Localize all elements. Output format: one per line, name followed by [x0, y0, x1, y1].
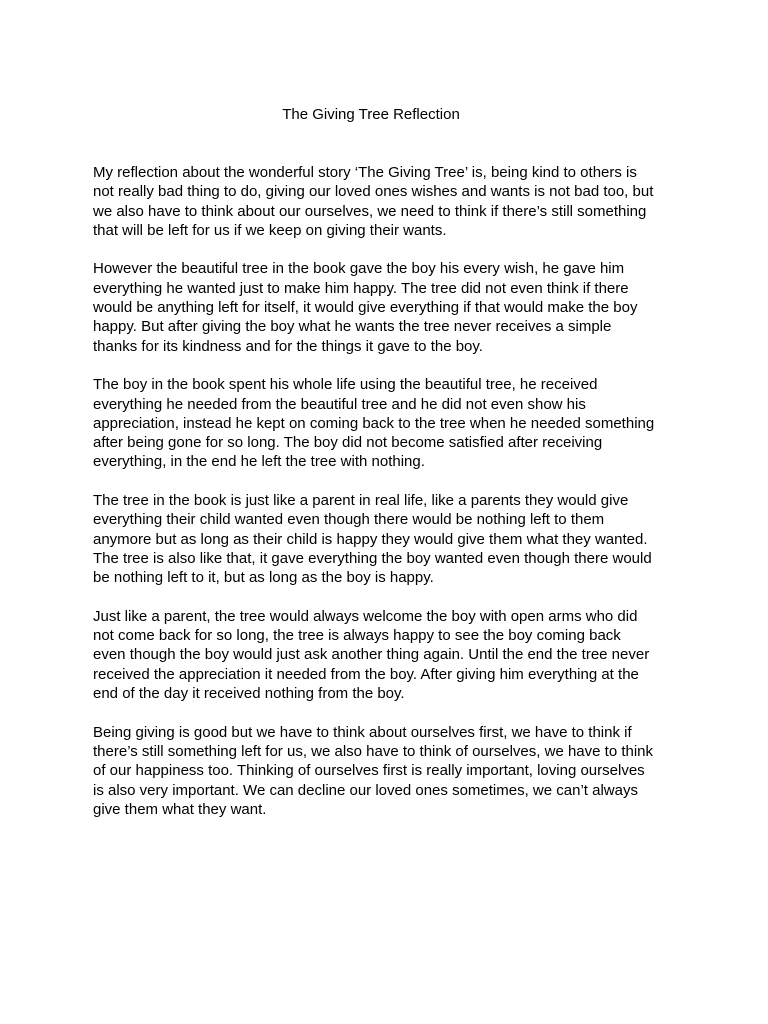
- text-line: give them what they want.: [93, 800, 267, 818]
- text-line: of our happiness too. Thinking of ourselves first is really important, loving ourselves: [93, 762, 645, 780]
- text-line: thanks for its kindness and for the things it gave to the boy.: [93, 337, 483, 355]
- text-line: not really bad thing to do, giving our loved ones wishes and wants is not bad too, but: [93, 183, 654, 201]
- text-line: My reflection about the wonderful story ‘The Giving Tree’ is, being kind to others is: [93, 164, 637, 181]
- text-line: The boy in the book spent his whole life using the beautiful tree, he received: [93, 376, 598, 394]
- text-line: there’s still something left for us, we also have to think of ourselves, we have to think: [93, 742, 654, 760]
- text-line: would be anything left for itself, it would give everything if that would make the boy: [93, 299, 638, 317]
- text-line: The tree is also like that, it gave everything the boy wanted even though there would: [93, 549, 652, 567]
- text-line: happy. But after giving the boy what he wants the tree never receives a simple: [93, 318, 612, 336]
- text-line: everything, in the end he left the tree with nothing.: [93, 453, 425, 471]
- paragraph-5: [93, 607, 683, 703]
- paragraph-6: [93, 723, 683, 819]
- text-line: be nothing left to it, but as long as the boy is happy.: [93, 569, 434, 587]
- text-line: we also have to think about our ourselves, we need to think if there’s still something: [93, 202, 647, 220]
- paragraph-2: [93, 259, 683, 355]
- paragraph-4: [93, 491, 683, 587]
- text-line: appreciation, instead he kept on coming back to the tree when he needed something: [93, 414, 655, 432]
- text-line: not come back for so long, the tree is always happy to see the boy coming back: [93, 627, 621, 645]
- document-title: The Giving Tree Reflection: [282, 106, 460, 123]
- text-line: received the appreciation it needed from the boy. After giving him everything at the: [93, 665, 639, 683]
- text-line: that will be left for us if we keep on giving their wants.: [93, 221, 447, 239]
- text-line: is also very important. We can decline our loved ones sometimes, we can’t always: [93, 781, 638, 799]
- text-line: even though the boy would just ask another thing again. Until the end the tree never: [93, 646, 650, 664]
- document-body: [93, 163, 683, 838]
- text-line: Just like a parent, the tree would always welcome the boy with open arms who did: [93, 607, 638, 625]
- text-line: anymore but as long as their child is happy they would give them what they wanted.: [93, 530, 648, 548]
- text-line: However the beautiful tree in the book gave the boy his every wish, he gave him: [93, 260, 625, 278]
- text-line: everything he needed from the beautiful tree and he did not even show his: [93, 395, 586, 413]
- text-line: everything he wanted just to make him happy. The tree did not even think if there: [93, 279, 629, 297]
- paragraph-1: [93, 163, 683, 240]
- paragraph-3: [93, 375, 683, 471]
- text-line: everything their child wanted even though there would be nothing left to them: [93, 511, 605, 529]
- text-line: after being gone for so long. The boy did not become satisfied after receiving: [93, 434, 603, 452]
- text-line: end of the day it received nothing from the boy.: [93, 685, 405, 703]
- text-line: The tree in the book is just like a parent in real life, like a parents they would give: [93, 492, 629, 510]
- text-line: Being giving is good but we have to think about ourselves first, we have to think if: [93, 723, 632, 741]
